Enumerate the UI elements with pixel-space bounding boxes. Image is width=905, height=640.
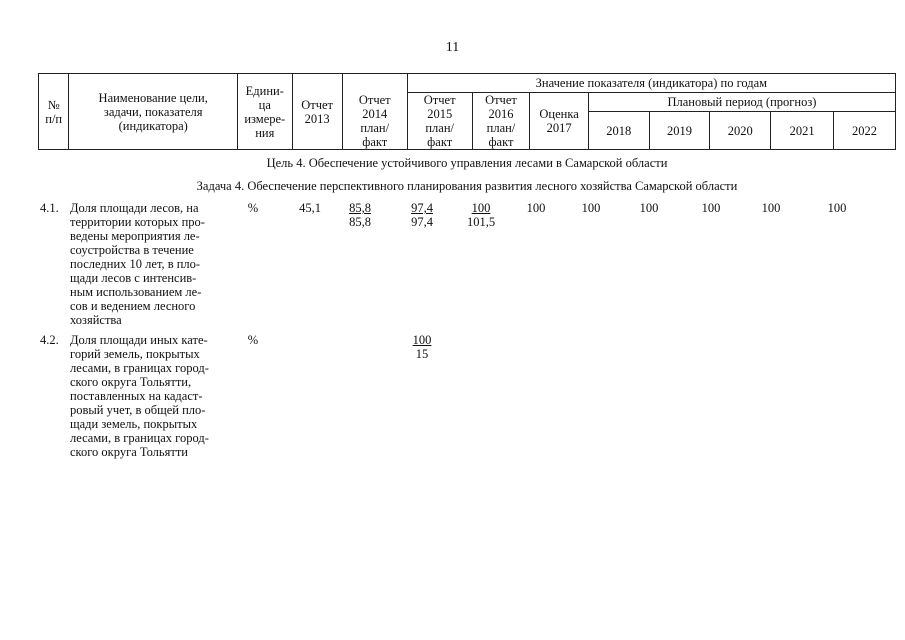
col-year-2020: 2020 [710, 112, 771, 150]
row-2018: 100 [581, 201, 601, 215]
row-2015-plan: 100 [412, 333, 432, 347]
row-2016-fact: 101,5 [466, 215, 496, 229]
col-year-2019: 2019 [649, 112, 710, 150]
row-2021: 100 [761, 201, 781, 215]
row-2014-fact: 85,8 [349, 215, 371, 229]
col-report-2013: Отчет 2013 [292, 74, 342, 150]
row-unit: % [247, 333, 259, 347]
row-2015-fact: 15 [415, 347, 429, 361]
row-2014-plan: 85,8 [349, 201, 371, 215]
goal-heading: Цель 4. Обеспечение устойчивого управления лесами в Самарской области [266, 156, 668, 170]
col-unit: Едини- ца измере- ния [238, 74, 292, 150]
col-year-2022: 2022 [834, 112, 896, 150]
row-2016-plan: 100 [471, 201, 491, 215]
row-2015-fact: 97,4 [411, 215, 433, 229]
row-estimate-2017: 100 [526, 201, 546, 215]
row-name: Доля площади иных кате- горий земель, покрытых лесами, в границах город- ского округа Тольятти, поставленных на кадаст- ровый учет, в общей пло- щади земель, покрытых лесами, в границах город- ского округа Тольятти [70, 333, 209, 459]
row-2015-plan: 97,4 [411, 201, 433, 215]
task-heading: Задача 4. Обеспечение перспективного планирования развития лесного хозяйства Самарской области [196, 179, 738, 193]
col-name: Наименование цели, задачи, показателя (индикатора) [69, 74, 238, 150]
col-report-2014: Отчет 2014 план/ факт [342, 93, 407, 150]
col-values-group: Значение показателя (индикатора) по годам [407, 74, 895, 93]
col-year-2018: 2018 [588, 112, 649, 150]
col-report-2015: Отчет 2015 план/ факт [407, 93, 472, 150]
row-report-2013: 45,1 [299, 201, 321, 215]
col-estimate-2017: Оценка 2017 [530, 93, 589, 150]
row-unit: % [247, 201, 259, 215]
col-year-2021: 2021 [771, 112, 834, 150]
row-name: Доля площади лесов, на территории которых про- ведены мероприятия ле- соустройства в течение последних 10 лет, в пло- щади лесов с интенсив- ным использованием ле- сов и ведением лесного хозяйства [70, 201, 205, 327]
col-number: № п/п [39, 74, 69, 150]
row-2019: 100 [639, 201, 659, 215]
row-number: 4.2. [40, 333, 59, 347]
row-2020: 100 [701, 201, 721, 215]
row-number: 4.1. [40, 201, 59, 215]
col-plan-period: Плановый период (прогноз) [588, 93, 895, 112]
indicator-table-header [38, 73, 896, 150]
page-number: 11 [445, 40, 460, 55]
col-report-2016: Отчет 2016 план/ факт [472, 93, 530, 150]
row-2022: 100 [827, 201, 847, 215]
